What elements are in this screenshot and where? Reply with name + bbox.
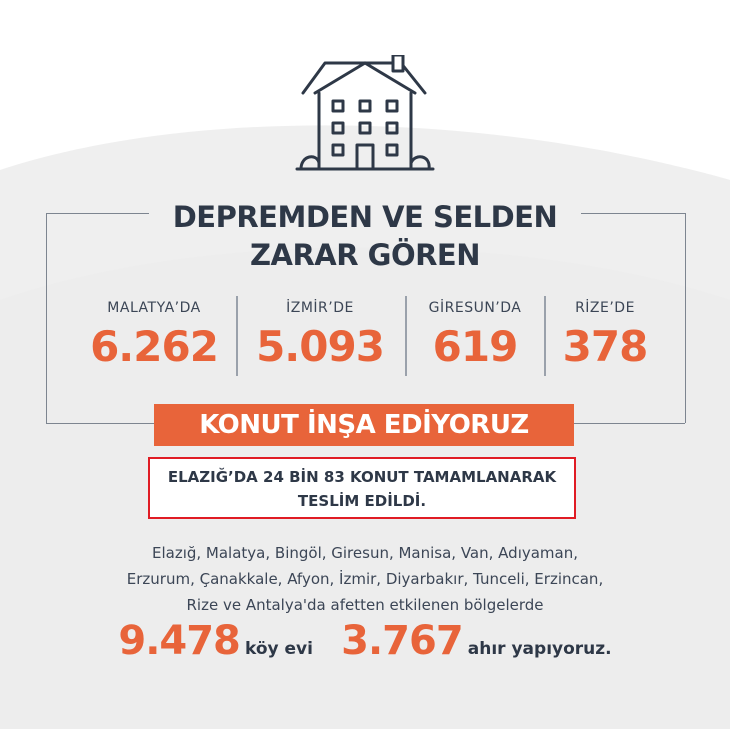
highlight-box xyxy=(148,457,576,519)
stat-divider xyxy=(236,296,238,376)
barn-label: ahır yapıyoruz. xyxy=(467,639,612,659)
stat-divider xyxy=(405,296,407,376)
stat-value: 619 xyxy=(432,322,518,371)
house-icon xyxy=(293,55,437,175)
stat-malatya xyxy=(74,300,234,372)
barn-count: 3.767 xyxy=(341,618,463,664)
stat-rize xyxy=(548,300,662,372)
stat-label: MALATYA’DA xyxy=(107,300,201,316)
village-house-count: 9.478 xyxy=(118,618,240,664)
paragraph-line-2: Erzurum, Çanakkale, Afyon, İzmir, Diyarbakır, Tunceli, Erzincan, xyxy=(126,570,604,588)
stat-value: 5.093 xyxy=(256,322,384,371)
paragraph-line-1: Elazığ, Malatya, Bingöl, Giresun, Manisa, Van, Adıyaman, xyxy=(151,544,579,562)
housing-banner: KONUT İNŞA EDİYORUZ xyxy=(154,404,574,446)
stat-label: GİRESUN’DA xyxy=(428,300,522,316)
village-house-label: köy evi xyxy=(244,639,313,659)
stat-izmir xyxy=(240,300,400,372)
highlight-line-2: TESLİM EDİLDİ. xyxy=(297,492,427,510)
heading-line-2: ZARAR GÖREN xyxy=(249,238,481,272)
stat-label: RİZE’DE xyxy=(575,300,635,316)
highlight-line-1: ELAZIĞ’DA 24 BİN 83 KONUT TAMAMLANARAK xyxy=(167,468,557,486)
stat-label: İZMİR’DE xyxy=(286,300,354,316)
region-paragraph xyxy=(40,540,690,618)
stat-value: 378 xyxy=(562,322,648,371)
stat-divider xyxy=(544,296,546,376)
frame-bottom-left xyxy=(46,423,156,424)
bottom-summary xyxy=(0,618,730,664)
stat-giresun xyxy=(408,300,542,372)
paragraph-line-3: Rize ve Antalya'da afetten etkilenen bölgelerde xyxy=(186,596,544,614)
heading-line-1: DEPREMDEN VE SELDEN xyxy=(172,200,558,234)
frame-bottom-right xyxy=(573,423,685,424)
stat-value: 6.262 xyxy=(90,322,218,371)
main-heading xyxy=(130,198,600,274)
